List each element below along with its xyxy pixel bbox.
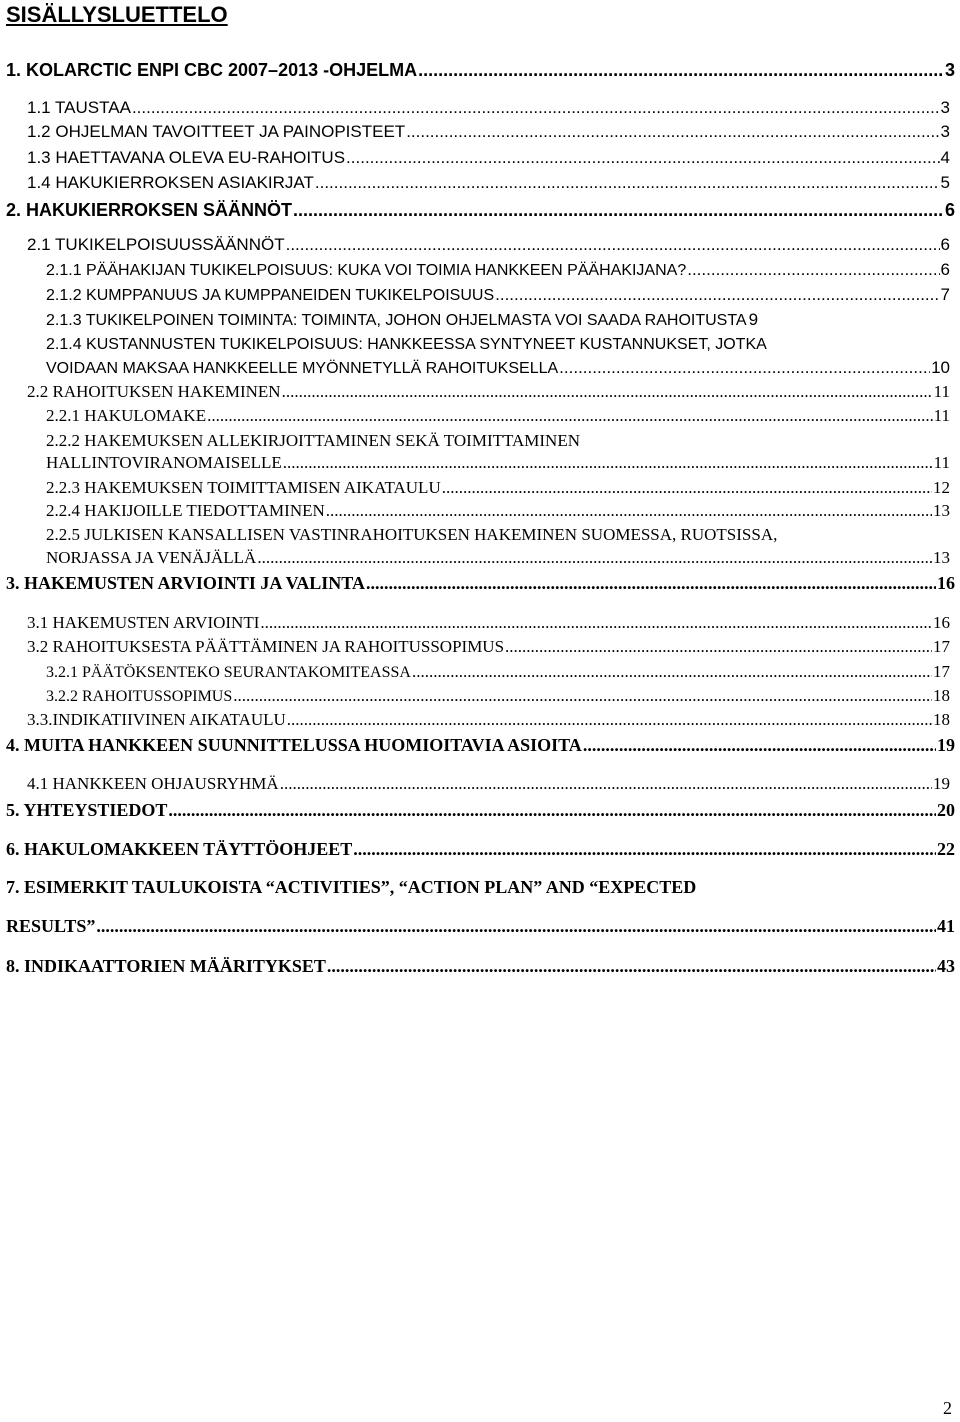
dot-leader bbox=[353, 837, 936, 861]
toc-entry-title: 2.1.3 TUKIKELPOINEN TOIMINTA: TOIMINTA, JOHON OHJELMASTA VOI SAADA RAHOITUSTA bbox=[46, 312, 747, 329]
dot-leader bbox=[327, 954, 936, 978]
dot-leader bbox=[207, 404, 933, 428]
toc-entry-title: 8. INDIKAATTORIEN MÄÄRITYKSET bbox=[6, 956, 326, 976]
toc-entry-page: 13 bbox=[933, 548, 950, 567]
toc-entry-2-2-2-line1: 2.2.2 HAKEMUKSEN ALLEKIRJOITTAMINEN SEKÄ TOIMITTAMINEN bbox=[46, 431, 580, 450]
toc-entry-title: 1. KOLARCTIC ENPI CBC 2007–2013 -OHJELMA bbox=[6, 60, 418, 80]
toc-entry-title: 3. HAKEMUSTEN ARVIOINTI JA VALINTA bbox=[6, 573, 365, 593]
dot-leader bbox=[495, 283, 939, 307]
dot-leader bbox=[346, 146, 939, 170]
toc-entry-2-1-2[interactable] bbox=[46, 283, 950, 308]
toc-entry-page: 16 bbox=[937, 573, 955, 593]
toc-entry-page: 19 bbox=[933, 774, 950, 793]
toc-entry-title: 1.1 TAUSTAA bbox=[27, 98, 131, 117]
toc-entry-2-2-5-line1: 2.2.5 JULKISEN KANSALLISEN VASTINRAHOITUKSEN HAKEMINEN SUOMESSA, RUOTSISSA, bbox=[46, 525, 778, 544]
toc-entry-title: 3.2.1 PÄÄTÖKSENTEKO SEURANTAKOMITEASSA bbox=[46, 664, 411, 681]
toc-entry-title: 2.2.1 HAKULOMAKE bbox=[46, 406, 207, 425]
toc-entry-page: 11 bbox=[933, 406, 950, 425]
toc-entry-title: 1.2 OHJELMAN TAVOITTEET JA PAINOPISTEET bbox=[27, 122, 406, 141]
dot-leader bbox=[366, 571, 936, 595]
toc-entry-page: 7 bbox=[940, 285, 950, 304]
dot-leader bbox=[442, 476, 932, 500]
toc-entry-3-1[interactable] bbox=[27, 611, 950, 635]
toc-entry-title: 4.1 HANKKEEN OHJAUSRYHMÄ bbox=[27, 774, 279, 793]
toc-entry-3-2-2[interactable] bbox=[46, 684, 950, 709]
toc-entry-1-2[interactable] bbox=[27, 120, 950, 144]
dot-leader bbox=[260, 611, 932, 635]
toc-entry-page: 20 bbox=[937, 800, 955, 820]
toc-entry-title: 2. HAKUKIERROKSEN SÄÄNNÖT bbox=[6, 200, 293, 220]
toc-entry-page: 11 bbox=[933, 382, 950, 401]
toc-entry-2-2-1[interactable] bbox=[46, 404, 950, 428]
dot-leader bbox=[315, 171, 940, 195]
toc-entry-title: VOIDAAN MAKSAA HANKKEELLE MYÖNNETYLLÄ RAHOITUKSELLA bbox=[46, 360, 559, 377]
dot-leader bbox=[583, 733, 936, 757]
toc-entry-2-1-1[interactable] bbox=[46, 258, 950, 283]
toc-entry-title: 2.1 TUKIKELPOISUUSSÄÄNNÖT bbox=[27, 235, 285, 254]
dot-leader bbox=[505, 635, 932, 659]
toc-entry-page: 9 bbox=[748, 310, 759, 329]
toc-entry-6[interactable] bbox=[6, 837, 955, 861]
toc-entry-page: 3 bbox=[940, 98, 950, 117]
toc-entry-page: 4 bbox=[940, 148, 950, 167]
toc-entry-1[interactable] bbox=[6, 58, 955, 82]
dot-leader bbox=[257, 546, 932, 570]
toc-entry-page: 6 bbox=[944, 200, 955, 220]
dot-leader bbox=[168, 798, 936, 822]
toc-entry-3-2[interactable] bbox=[27, 635, 950, 659]
page-number: 2 bbox=[943, 1398, 952, 1418]
dot-leader bbox=[132, 96, 940, 120]
toc-entry-2-1[interactable] bbox=[27, 233, 950, 257]
toc-entry-title: 3.3.INDIKATIIVINEN AIKATAULU bbox=[27, 710, 286, 729]
dot-leader bbox=[326, 499, 932, 523]
toc-entry-page: 17 bbox=[933, 662, 950, 681]
toc-entry-title: 1.3 HAETTAVANA OLEVA EU-RAHOITUS bbox=[27, 148, 346, 167]
toc-entry-2-2[interactable] bbox=[27, 380, 950, 404]
toc-entry-2-1-4[interactable] bbox=[46, 356, 950, 381]
toc-entry-2-1-4-line1: 2.1.4 KUSTANNUSTEN TUKIKELPOISUUS: HANKKEESSA SYNTYNEET KUSTANNUKSET, JOTKA bbox=[46, 336, 767, 353]
toc-entry-page: 16 bbox=[933, 613, 950, 632]
toc-entry-2-2-5[interactable] bbox=[46, 546, 950, 570]
dot-leader bbox=[687, 258, 939, 282]
toc-entry-4-1[interactable] bbox=[27, 772, 950, 796]
dot-leader bbox=[233, 684, 932, 708]
toc-entry-title: 2.2.4 HAKIJOILLE TIEDOTTAMINEN bbox=[46, 501, 325, 520]
toc-entry-2[interactable] bbox=[6, 198, 955, 222]
dot-leader bbox=[286, 233, 940, 257]
toc-entry-7[interactable] bbox=[6, 914, 955, 938]
toc-entry-title: NORJASSA JA VENÄJÄLLÄ bbox=[46, 548, 257, 567]
toc-entry-2-1-3[interactable] bbox=[46, 308, 950, 333]
toc-entry-title: 3.2 RAHOITUKSESTA PÄÄTTÄMINEN JA RAHOITUSSOPIMUS bbox=[27, 637, 505, 656]
toc-entry-page: 17 bbox=[933, 637, 950, 656]
toc-entry-page: 10 bbox=[931, 358, 950, 377]
toc-entry-page: 12 bbox=[933, 478, 950, 497]
toc-entry-3[interactable] bbox=[6, 571, 955, 595]
dot-leader bbox=[293, 198, 944, 222]
toc-entry-page: 5 bbox=[940, 173, 950, 192]
toc-entry-page: 6 bbox=[940, 235, 950, 254]
toc-entry-title: 3.2.2 RAHOITUSSOPIMUS bbox=[46, 688, 233, 705]
toc-entry-1-4[interactable] bbox=[27, 171, 950, 195]
toc-entry-title: 4. MUITA HANKKEEN SUUNNITTELUSSA HUOMIOITAVIA ASIOITA bbox=[6, 735, 582, 755]
toc-entry-8[interactable] bbox=[6, 954, 955, 978]
toc-entry-page: 11 bbox=[933, 453, 950, 472]
toc-entry-7-line1: 7. ESIMERKIT TAULUKOISTA “ACTIVITIES”, “ACTION PLAN” AND “EXPECTED bbox=[6, 877, 697, 897]
toc-entry-1-1[interactable] bbox=[27, 96, 950, 120]
toc-entry-title: 3.1 HAKEMUSTEN ARVIOINTI bbox=[27, 613, 260, 632]
dot-leader bbox=[287, 708, 932, 732]
toc-entry-2-2-4[interactable] bbox=[46, 499, 950, 523]
toc-entry-page: 3 bbox=[944, 60, 955, 80]
toc-entry-3-3[interactable] bbox=[27, 708, 950, 732]
toc-entry-page: 13 bbox=[933, 501, 950, 520]
toc-entry-page: 41 bbox=[937, 916, 955, 936]
toc-entry-title: 2.1.2 KUMPPANUUS JA KUMPPANEIDEN TUKIKELPOISUUS bbox=[46, 287, 495, 304]
toc-entry-title: 2.2 RAHOITUKSEN HAKEMINEN bbox=[27, 382, 281, 401]
toc-entry-page: 3 bbox=[940, 122, 950, 141]
dot-leader bbox=[283, 451, 933, 475]
toc-entry-page: 43 bbox=[937, 956, 955, 976]
toc-entry-4[interactable] bbox=[6, 733, 955, 757]
toc-entry-title: 2.2.3 HAKEMUKSEN TOIMITTAMISEN AIKATAULU bbox=[46, 478, 441, 497]
toc-entry-2-2-2[interactable] bbox=[46, 451, 950, 475]
toc-entry-title: RESULTS” bbox=[6, 916, 96, 936]
toc-entry-3-2-1[interactable] bbox=[46, 660, 950, 685]
toc-entry-title: 6. HAKULOMAKKEEN TÄYTTÖOHJEET bbox=[6, 839, 353, 859]
dot-leader bbox=[418, 58, 944, 82]
toc-entry-page: 18 bbox=[933, 710, 950, 729]
toc-entry-title: 1.4 HAKUKIERROKSEN ASIAKIRJAT bbox=[27, 173, 314, 192]
toc-entry-title: HALLINTOVIRANOMAISELLE bbox=[46, 453, 282, 472]
dot-leader bbox=[282, 380, 933, 404]
dot-leader bbox=[559, 356, 930, 380]
dot-leader bbox=[406, 120, 939, 144]
toc-entry-1-3[interactable] bbox=[27, 146, 950, 170]
page-title: SISÄLLYSLUETTELO bbox=[6, 2, 228, 27]
toc-entry-page: 18 bbox=[933, 686, 950, 705]
toc-entry-5[interactable] bbox=[6, 798, 955, 822]
toc-entry-page: 6 bbox=[940, 260, 950, 279]
dot-leader bbox=[412, 660, 932, 684]
toc-entry-2-2-3[interactable] bbox=[46, 476, 950, 500]
toc-entry-page: 22 bbox=[937, 839, 955, 859]
toc-entry-title: 5. YHTEYSTIEDOT bbox=[6, 800, 168, 820]
toc-entry-title: 2.1.1 PÄÄHAKIJAN TUKIKELPOISUUS: KUKA VOI TOIMIA HANKKEEN PÄÄHAKIJANA? bbox=[46, 262, 687, 279]
toc-entry-page: 19 bbox=[937, 735, 955, 755]
dot-leader bbox=[280, 772, 932, 796]
dot-leader bbox=[96, 914, 936, 938]
